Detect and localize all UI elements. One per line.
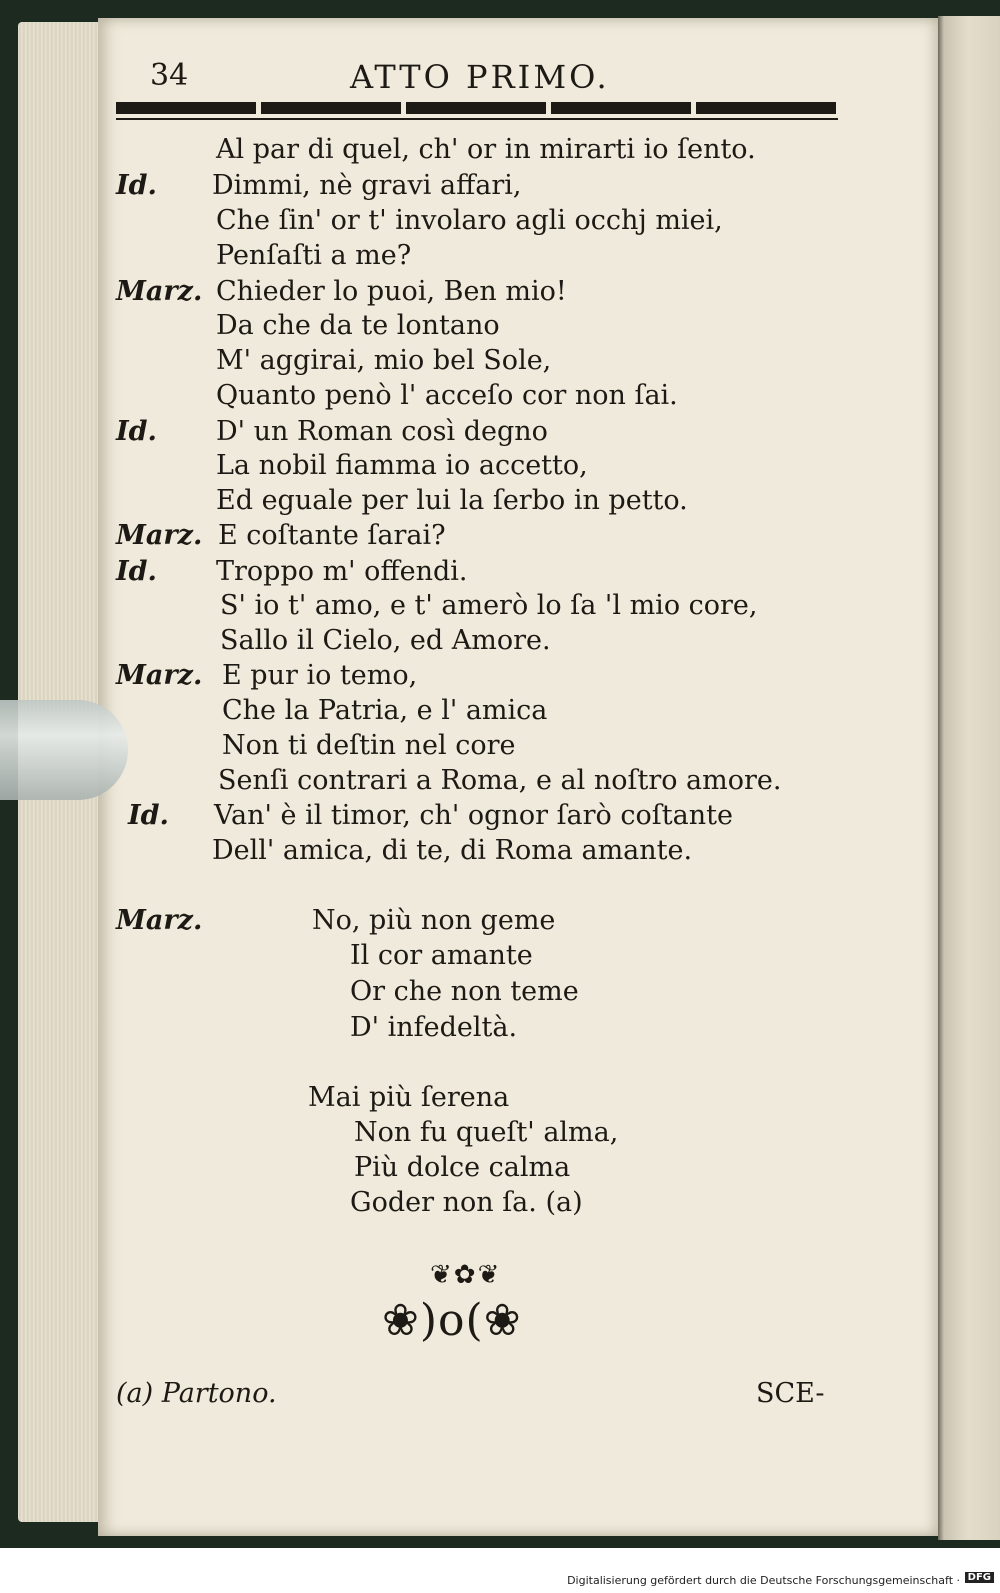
dialogue-line: D' un Roman così degno bbox=[216, 416, 548, 447]
footer-credit: Digitalisierung gefördert durch die Deutsche Forschungsgemeinschaft · bbox=[567, 1574, 960, 1587]
speaker-label: Id. bbox=[116, 416, 157, 447]
dialogue-line: Troppo m' offendi. bbox=[216, 556, 468, 587]
header-rule-thin bbox=[116, 118, 838, 120]
dfg-logo: DFG bbox=[965, 1572, 994, 1583]
dialogue-line: M' aggirai, mio bel Sole, bbox=[216, 345, 552, 376]
dialogue-line: Non ti deſtin nel core bbox=[222, 730, 516, 761]
dialogue-line: Dimmi, nè gravi affari, bbox=[212, 170, 522, 201]
dialogue-line: Al par di quel, ch' or in mirarti io ſento. bbox=[216, 134, 756, 165]
dialogue-line: Dell' amica, di te, di Roma amante. bbox=[212, 835, 693, 866]
speaker-label: Marz. bbox=[116, 520, 203, 551]
dialogue-line: Quanto penò l' acceſo cor non ſai. bbox=[216, 380, 678, 411]
dialogue-line: Chieder lo puoi, Ben mio! bbox=[216, 276, 567, 307]
dialogue-line: E pur io temo, bbox=[222, 660, 418, 691]
aria-line: Goder non ſa. (a) bbox=[350, 1187, 583, 1218]
dialogue-line: Che la Patria, e l' amica bbox=[222, 695, 548, 726]
dialogue-line: Da che da te lontano bbox=[216, 310, 500, 341]
speaker-label: Marz. bbox=[116, 660, 203, 691]
facing-page-edge bbox=[938, 16, 1000, 1540]
dialogue-line: S' io t' amo, e t' amerò lo ſa 'l mio core, bbox=[220, 590, 758, 621]
dialogue-line: Senſi contrari a Roma, e al noſtro amore. bbox=[218, 765, 782, 796]
speaker-label: Id. bbox=[116, 170, 157, 201]
scanner-thumb bbox=[0, 700, 128, 800]
page-number: 34 bbox=[150, 58, 189, 93]
aria-line: Più dolce calma bbox=[354, 1152, 571, 1183]
printer-ornament-small: ❦✿❦ bbox=[430, 1260, 502, 1290]
aria-line: Non fu queſt' alma, bbox=[354, 1117, 619, 1148]
speaker-label: Id. bbox=[116, 556, 157, 587]
aria-line: Mai più ſerena bbox=[308, 1082, 510, 1113]
aria-line: Or che non teme bbox=[350, 976, 579, 1007]
aria-line: No, più non geme bbox=[312, 905, 556, 936]
dialogue-line: Penſaſti a me? bbox=[216, 240, 412, 271]
dialogue-line: Sallo il Cielo, ed Amore. bbox=[220, 625, 551, 656]
printer-ornament-large: ❀)o(❀ bbox=[382, 1295, 522, 1346]
dialogue-line: Van' è il timor, ch' ognor ſarò coſtante bbox=[214, 800, 733, 831]
speaker-label: Id. bbox=[128, 800, 169, 831]
aria-line: D' infedeltà. bbox=[350, 1012, 518, 1043]
dialogue-line: La nobil fiamma io accetto, bbox=[216, 450, 588, 481]
aria-line: Il cor amante bbox=[350, 940, 533, 971]
footnote: (a) Partono. bbox=[116, 1378, 277, 1409]
dialogue-line: Che ſin' or t' involaro agli occhj miei, bbox=[216, 205, 723, 236]
catchword: SCE- bbox=[756, 1378, 825, 1409]
running-head: ATTO PRIMO. bbox=[350, 58, 610, 96]
header-rule bbox=[116, 102, 838, 114]
speaker-label: Marz. bbox=[116, 276, 203, 307]
dialogue-line: Ed eguale per lui la ſerbo in petto. bbox=[216, 485, 688, 516]
dialogue-line: E coſtante ſarai? bbox=[218, 520, 446, 551]
aria-speaker-label: Marz. bbox=[116, 905, 203, 936]
